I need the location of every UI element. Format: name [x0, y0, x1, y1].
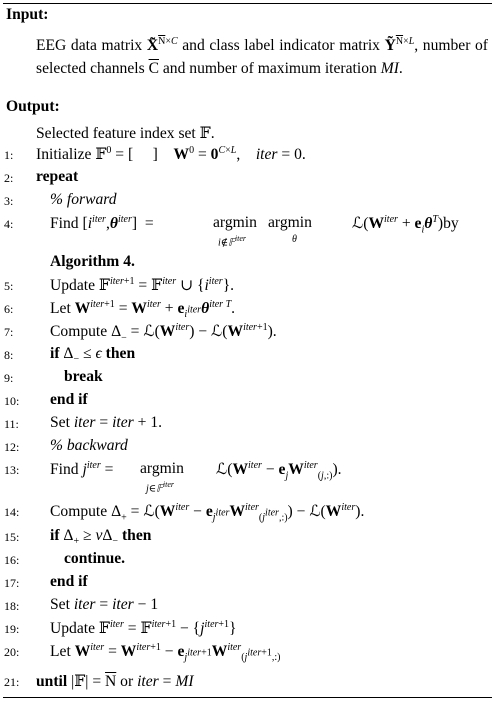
algo-line-6: 6: Let $W^{iter+1} = W^{iter} + e_{i^{iter}}\theta^{iter T}$.	[4, 299, 236, 321]
line-number: 3:	[4, 194, 14, 208]
output-label: Output:	[6, 98, 60, 115]
algo-line-21: 21: until |𝔽| = $\overline{N}$ or iter = MI	[4, 673, 194, 690]
algo-line-12: 12: % backward	[4, 437, 128, 454]
line-number: 13:	[4, 463, 20, 477]
algo-line-1: 1: Initialize 𝔽$^0$ = [ ] $W^0 = 0^{C\times L}$, iter = 0.	[4, 145, 306, 164]
line-number: 19:	[4, 622, 20, 636]
line-number: 16:	[4, 553, 20, 567]
algo-line-9: 9: break	[4, 368, 103, 385]
line-number: 6:	[4, 302, 14, 316]
algo-line-14: 14: Compute $\Delta_+$ = $ℒ(W^{iter} - e_{j^{iter}}W^{iter}_{(j^{iter},:)})$ − $ℒ(W^{iter})$.	[4, 502, 365, 524]
algo-line-3: 3: % forward	[4, 191, 117, 208]
line-number: 9:	[4, 371, 14, 385]
line-number: 5:	[4, 279, 14, 293]
algo-line-15: 15: if $\Delta_+ \ge \nu\Delta_-$ then	[4, 527, 152, 548]
line-number: 12:	[4, 440, 20, 454]
algo-line-11: 11: Set iter = iter + 1.	[4, 414, 163, 431]
algo-line-13: 13: Find $j^{iter}$ = argmin j∈𝔽$^{iter}$ $ℒ(W^{iter} - e_jW^{iter}_{(j,:)})$.	[4, 460, 342, 495]
algo-line-10: 10: end if	[4, 391, 88, 408]
algo-line-7: 7: Compute $\Delta_-$ = $ℒ(W^{iter})$ − $ℒ(W^{iter+1})$.	[4, 322, 277, 344]
algo-line-4: 4: Find $[i^{iter},\theta^{iter}]$ = argmin i∉𝔽$^{iter}$ argmin θ $ℒ(W^{iter} + e_i\theta^T)by$	[4, 214, 459, 249]
line-number: 10:	[4, 394, 20, 408]
line-number: 1:	[4, 148, 14, 162]
algo-line-19: 19: Update 𝔽$^{iter}$ = 𝔽$^{iter+1}$ − $\{j^{iter+1}\}$	[4, 619, 237, 638]
algo-line-17: 17: end if	[4, 573, 88, 590]
algo-line-18: 18: Set iter = iter − 1	[4, 596, 159, 613]
input-label: Input:	[6, 6, 49, 23]
line-number: 15:	[4, 530, 20, 544]
line-number: 11:	[4, 417, 19, 431]
algo-line-8: 8: if $\Delta_- \le \epsilon$ then	[4, 345, 136, 366]
input-description: EEG data matrix X̃$^{\overline{N}\times C}$ and class label indicator matrix Ỹ$^{\overline{N}\times L}$, number of selected channels $\overline{C}$ and number of maximum iteration MI.	[36, 36, 489, 78]
output-description: Selected feature index set 𝔽.	[36, 125, 215, 142]
bottom-rule	[3, 697, 492, 698]
line-number: 17:	[4, 576, 20, 590]
line-number: 8:	[4, 348, 14, 362]
top-rule	[3, 3, 492, 4]
algo-line-5: 5: Update 𝔽$^{iter+1}$ = 𝔽$^{iter}$ ∪ $\{i^{iter}\}$.	[4, 276, 235, 295]
algo-line-2: 2: repeat	[4, 168, 79, 185]
line-number: 2:	[4, 171, 14, 185]
algo-line-4b: Algorithm 4.	[50, 253, 135, 270]
line-number: 18:	[4, 599, 20, 613]
line-number: 14:	[4, 505, 20, 519]
algo-line-20: 20: Let $W^{iter} = W^{iter+1} - e_{j^{iter+1}}W^{iter}_{(j^{iter+1},:)}$	[4, 642, 281, 664]
line-number: 20:	[4, 645, 20, 659]
line-number: 7:	[4, 325, 14, 339]
line-number: 21:	[4, 675, 20, 689]
algo-line-16: 16: continue.	[4, 550, 126, 567]
line-number: 4:	[4, 217, 14, 231]
